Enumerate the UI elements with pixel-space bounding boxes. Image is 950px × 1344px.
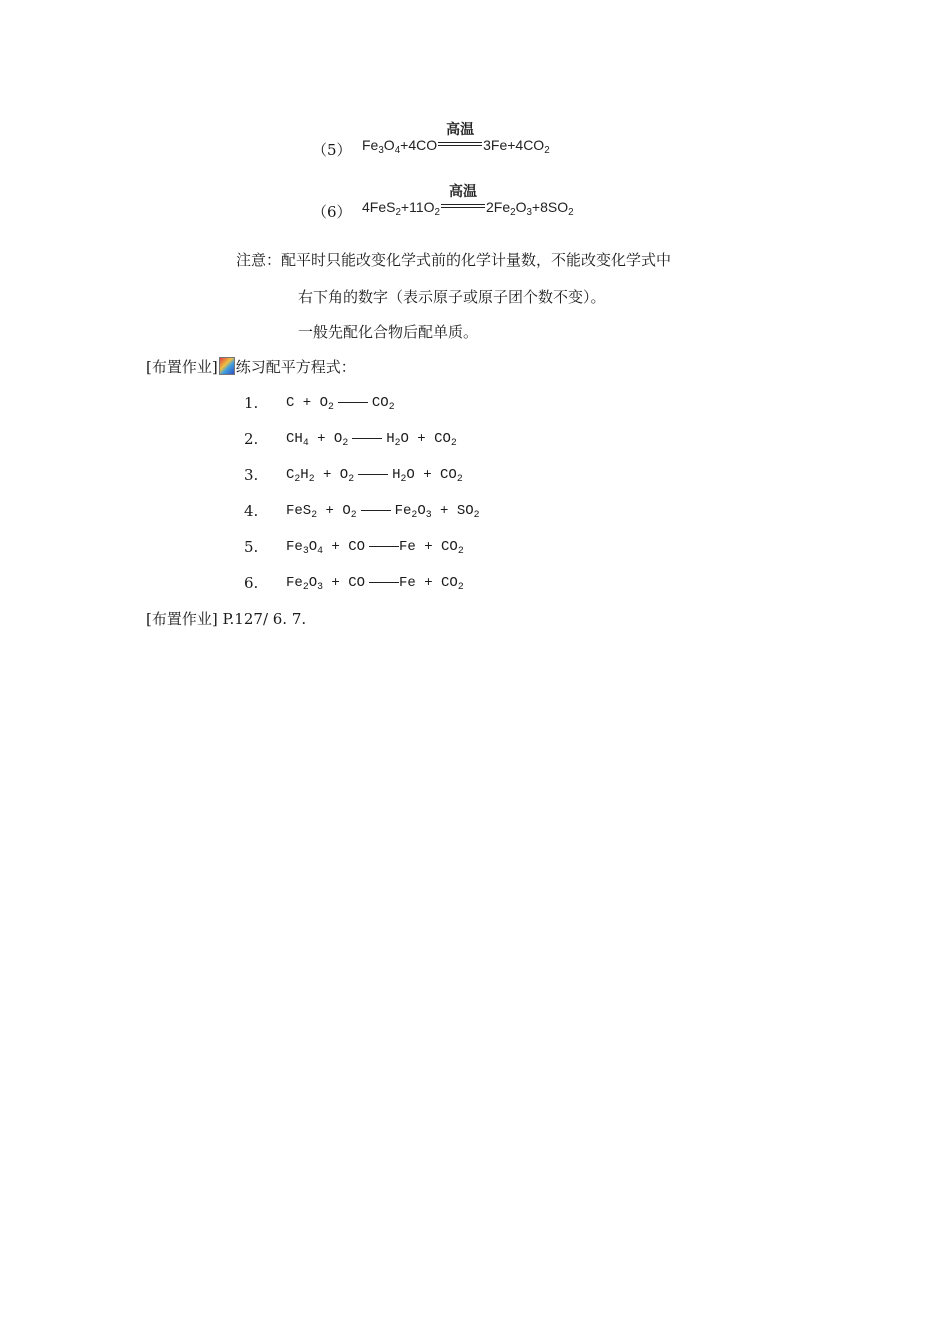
practice-item-number: 6.	[244, 574, 259, 592]
practice-item-rhs: $Fe + CO_2$	[399, 575, 464, 592]
image-placeholder-icon	[219, 357, 235, 375]
practice-item-number: 5.	[244, 538, 259, 556]
homework-line	[146, 608, 306, 629]
practice-item-lhs: $Fe_2O_3$ + CO	[286, 575, 366, 592]
practice-item-rhs: $H_2O + CO_2$	[386, 431, 457, 448]
reaction-dash	[358, 474, 388, 475]
practice-item-lhs: $CH_4 + O_2$	[286, 431, 349, 448]
practice-item-lhs: $C_2H_2 + O_2$	[286, 467, 355, 484]
equation-5-lhs: $Fe_3O_4+4CO$	[362, 137, 438, 156]
equation-6-condition-arrow	[441, 184, 485, 215]
homework-text: P.127/ 6. 7.	[217, 610, 307, 628]
equation-5	[362, 122, 550, 156]
practice-item-equation	[286, 539, 464, 555]
reaction-dash	[352, 438, 382, 439]
practice-item-rhs: $Fe_2O_3 + SO_2$	[394, 503, 480, 520]
reaction-dash	[338, 402, 368, 403]
note-line-3: 一般先配化合物后配单质。	[298, 323, 479, 341]
equation-6-rhs: $2Fe_2O_3+8SO_2$	[485, 199, 574, 218]
practice-item-rhs: $H_2O + CO_2$	[392, 467, 463, 484]
practice-item-equation	[286, 575, 464, 591]
equation-5-rhs: $3Fe+4CO_2$	[483, 137, 550, 156]
practice-item-number: 1.	[244, 394, 259, 412]
practice-item-rhs: $Fe + CO_2$	[399, 539, 464, 556]
practice-item-equation	[286, 467, 463, 483]
practice-item-rhs: $CO_2$	[371, 395, 395, 412]
equation-6-lhs: $4FeS_2+11O_2$	[362, 199, 440, 218]
practice-item-lhs: $FeS_2 + O_2$	[286, 503, 357, 520]
practice-item-number: 4.	[244, 502, 259, 520]
practice-item-equation	[286, 395, 395, 411]
practice-title: 练习配平方程式：	[235, 358, 356, 376]
practice-item-number: 2.	[244, 430, 259, 448]
reaction-dash	[361, 510, 391, 511]
equation-5-condition-arrow	[438, 122, 482, 153]
reaction-dash	[369, 582, 399, 583]
practice-item-equation	[286, 431, 457, 447]
note-line-2: 右下角的数字（表示原子或原子团个数不变）。	[298, 288, 606, 306]
equation-6-condition: 高温	[448, 184, 477, 201]
practice-item-lhs: $C + O_2$	[286, 395, 334, 412]
practice-item-equation	[286, 503, 480, 519]
practice-item-number: 3.	[244, 466, 259, 484]
practice-prefix: [布置作业]	[146, 358, 218, 376]
equation-6	[362, 184, 574, 218]
homework-prefix: [布置作业]	[146, 610, 218, 628]
equation-number-6: （6）	[312, 203, 352, 221]
practice-item-lhs: $Fe_3O_4$ + CO	[286, 539, 366, 556]
reaction-dash	[369, 546, 399, 547]
note-line-1: 注意：配平时只能改变化学式前的化学计量数，不能改变化学式中	[236, 251, 672, 269]
equation-5-condition: 高温	[446, 122, 475, 139]
practice-heading	[146, 356, 356, 377]
equation-number-5: （5）	[312, 141, 352, 159]
